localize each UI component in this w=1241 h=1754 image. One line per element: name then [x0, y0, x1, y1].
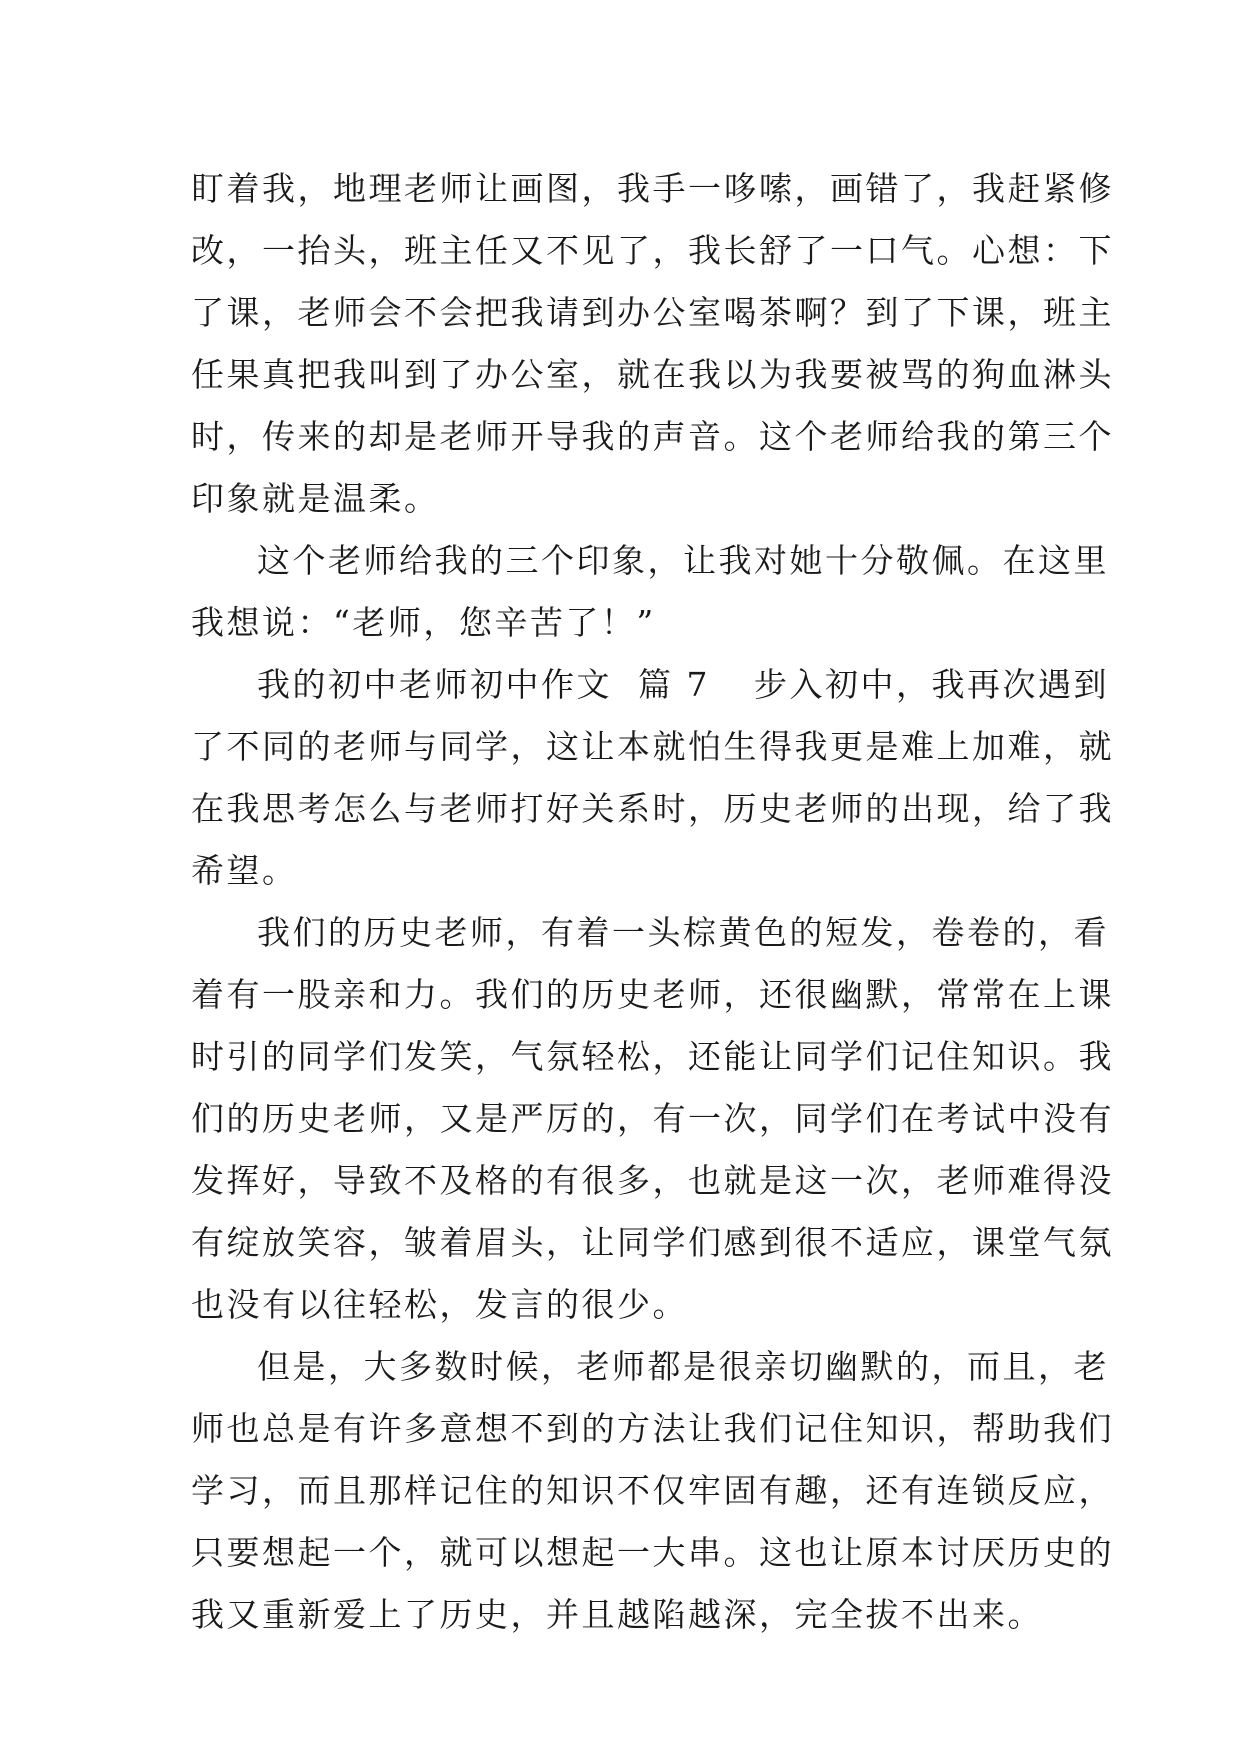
- text-line: 盯着我，地理老师让画图，我手一哆嗦，画错了，我赶紧修: [191, 169, 1114, 208]
- paragraph-5: [191, 1336, 1114, 1646]
- text-line: 发挥好，导致不及格的有很多，也就是这一次，老师难得没: [191, 1161, 1114, 1200]
- text-line: 但是，大多数时候，老师都是很亲切幽默的，而且，老: [257, 1347, 1109, 1386]
- text-line-rest: 步入初中，我再次遇到: [753, 665, 1109, 704]
- text-line: 学习，而且那样记住的知识不仅牢固有趣，还有连锁反应，: [191, 1471, 1114, 1510]
- text-line: 只要想起一个，就可以想起一大串。这也让原本讨厌历史的: [191, 1533, 1114, 1572]
- text-line: 也没有以往轻松，发言的很少。: [191, 1285, 688, 1324]
- text-line: 希望。: [191, 851, 298, 890]
- text-line: 时，传来的却是老师开导我的声音。这个老师给我的第三个: [191, 417, 1114, 456]
- text-line: 改，一抬头，班主任又不见了，我长舒了一口气。心想：下: [191, 231, 1114, 270]
- text-line: 在我思考怎么与老师打好关系时，历史老师的出现，给了我: [191, 789, 1114, 828]
- text-line: 印象就是温柔。: [191, 479, 440, 518]
- paragraph-2: [191, 530, 1109, 654]
- paragraph-3: [191, 654, 1114, 902]
- text-line: 我又重新爱上了历史，并且越陷越深，完全拔不出来。: [191, 1595, 1043, 1634]
- text-line: 师也总是有许多意想不到的方法让我们记住知识，帮助我们: [191, 1409, 1114, 1448]
- text-line: 我们的历史老师，有着一头棕黄色的短发，卷卷的，看: [257, 913, 1109, 952]
- text-line: 这个老师给我的三个印象，让我对她十分敬佩。在这里: [257, 541, 1109, 580]
- document-body: [191, 158, 1114, 1646]
- paragraph-1: [191, 158, 1114, 530]
- text-line: 我想说：“老师，您辛苦了！”: [191, 603, 656, 642]
- section-heading-line: [191, 654, 1109, 716]
- text-line: 们的历史老师，又是严厉的，有一次，同学们在考试中没有: [191, 1099, 1114, 1138]
- text-line: 任果真把我叫到了办公室，就在我以为我要被骂的狗血淋头: [191, 355, 1114, 394]
- text-line: 了课，老师会不会把我请到办公室喝茶啊？到了下课，班主: [191, 293, 1114, 332]
- text-line: 着有一股亲和力。我们的历史老师，还很幽默，常常在上课: [191, 975, 1114, 1014]
- section-heading: 我的初中老师初中作文 篇 7: [257, 665, 710, 704]
- text-line: 有绽放笑容，皱着眉头，让同学们感到很不适应，课堂气氛: [191, 1223, 1114, 1262]
- paragraph-4: [191, 902, 1114, 1336]
- text-line: 时引的同学们发笑，气氛轻松，还能让同学们记住知识。我: [191, 1037, 1114, 1076]
- text-line: 了不同的老师与同学，这让本就怕生得我更是难上加难，就: [191, 727, 1114, 766]
